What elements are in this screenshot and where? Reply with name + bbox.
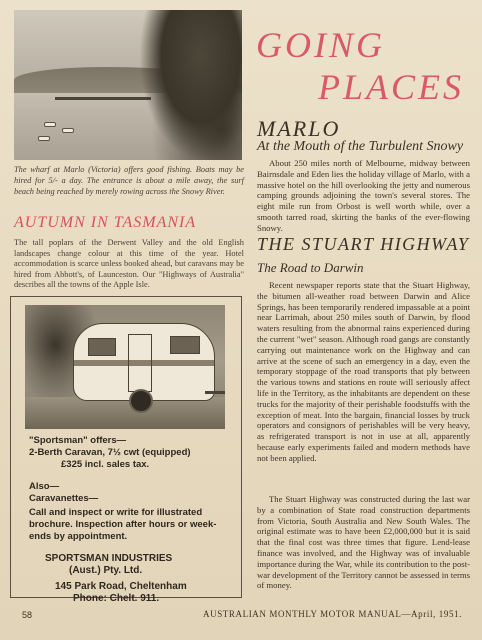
ad-also: Also— <box>29 481 60 492</box>
ad-company-name: SPORTSMAN INDUSTRIES <box>45 553 173 564</box>
caravan-photo <box>25 305 225 429</box>
photo-trees <box>139 10 242 160</box>
stuart-body-paragraph-2: The Stuart Highway was constructed during the last war by a combination of State road construction departments from Victoria, South Australia and New South Wales. The original estimate was to have been £2,000,000 but it is said that the final cost was three times that figure. Lend-lease finance was involved, and the Highway was of invaluable importance during the War, while its contribution to the post-war development of the Territory cannot be assessed in terms of money. <box>257 494 470 591</box>
caravan-advertisement <box>10 296 242 604</box>
photo-boat <box>62 128 74 133</box>
photo-caption: The wharf at Marlo (Victoria) offers good fishing. Boats may be hired for 5/- a day. The entrance is about a mile away, the surf beach being reached by merely rowing across the Snowy River. <box>14 165 244 196</box>
marlo-body: About 250 miles north of Melbourne, midway between Bairnsdale and Eden lies the holiday village of Marlo, with a massive hotel on the hill overlooking the jetty and numerous camping grounds adjoining the town's several stores. The eight mile run from Orbost is well worth while, over a smooth tarred road, skirting the banks of the ever-flowing Snowy. <box>257 158 470 233</box>
stuart-body-paragraph-1: Recent newspaper reports state that the Stuart Highway, the bitumen all-weather road between Darwin and Alice Springs, has been temporarily rendered impassable at a point near Larrimah, about 250 miles south of Darwin, by flood waters resulting from the abnormal rains experienced during the current "wet" season. Although road gangs are constantly carrying out maintenance work on the Highway and can arrive at the scene of such an emergency in a day, even the temporary stoppage of the road transports that ply between the various towns and stations en route will seriously affect life in the Territory, as the inhabitants are dependent on these trucks for the majority of their perishable foodstuffs with the exception of meat. Into the bargain, financial losses by truck operators and consignors of perishables will be very heavy, as refrigerated transport is not in use at all, apparently because early experiments failed and modern methods have not been applied. <box>257 280 470 463</box>
stuart-subtitle: The Road to Darwin <box>257 260 364 275</box>
ad-phone: Phone: Chelt. 911. <box>73 593 160 604</box>
header-going: GOING <box>256 25 385 65</box>
caravan-door <box>128 334 152 392</box>
page-number: 58 <box>22 610 33 620</box>
ad-caravan-spec: 2-Berth Caravan, 7½ cwt (equipped) <box>29 447 191 458</box>
ad-company-suffix: (Aust.) Pty. Ltd. <box>69 565 143 576</box>
marlo-wharf-photo <box>14 10 242 160</box>
ad-address: 145 Park Road, Cheltenham <box>55 581 187 592</box>
caravan-hitch <box>205 391 225 394</box>
ad-inspection-text: Call and inspect or write for illustrated brochure. Inspection after hours or week-ends by appointment. <box>29 507 217 542</box>
header-places: PLACES <box>318 67 465 107</box>
ad-price: £325 incl. sales tax. <box>61 459 150 470</box>
photo-boat <box>44 122 56 127</box>
caravan-window <box>88 338 116 356</box>
autumn-title: AUTUMN IN TASMANIA <box>14 214 197 231</box>
caravan-wheel <box>129 389 153 413</box>
ad-caravanettes: Caravanettes— <box>29 493 99 504</box>
photo-jetty <box>55 97 151 100</box>
photo-boat <box>38 136 50 141</box>
marlo-title: MARLO <box>257 116 341 141</box>
photo-ground <box>25 397 225 429</box>
publication-footer: AUSTRALIAN MONTHLY MOTOR MANUAL—April, 1951. <box>203 609 462 619</box>
autumn-body: The tall poplars of the Derwent Valley and the old English landscapes change colour at this time of the year. Hotel accommodation is scarce unless booked ahead, but caravans may be hired from Abbott's, of Launceston. Our "Highways of Australia" describes all the towns of the Apple Isle. <box>14 238 244 290</box>
caravan-window <box>170 336 200 354</box>
stuart-title: THE STUART HIGHWAY <box>257 234 470 254</box>
marlo-subtitle: At the Mouth of the Turbulent Snowy <box>257 139 464 154</box>
ad-offer-heading: "Sportsman" offers— <box>29 435 127 446</box>
